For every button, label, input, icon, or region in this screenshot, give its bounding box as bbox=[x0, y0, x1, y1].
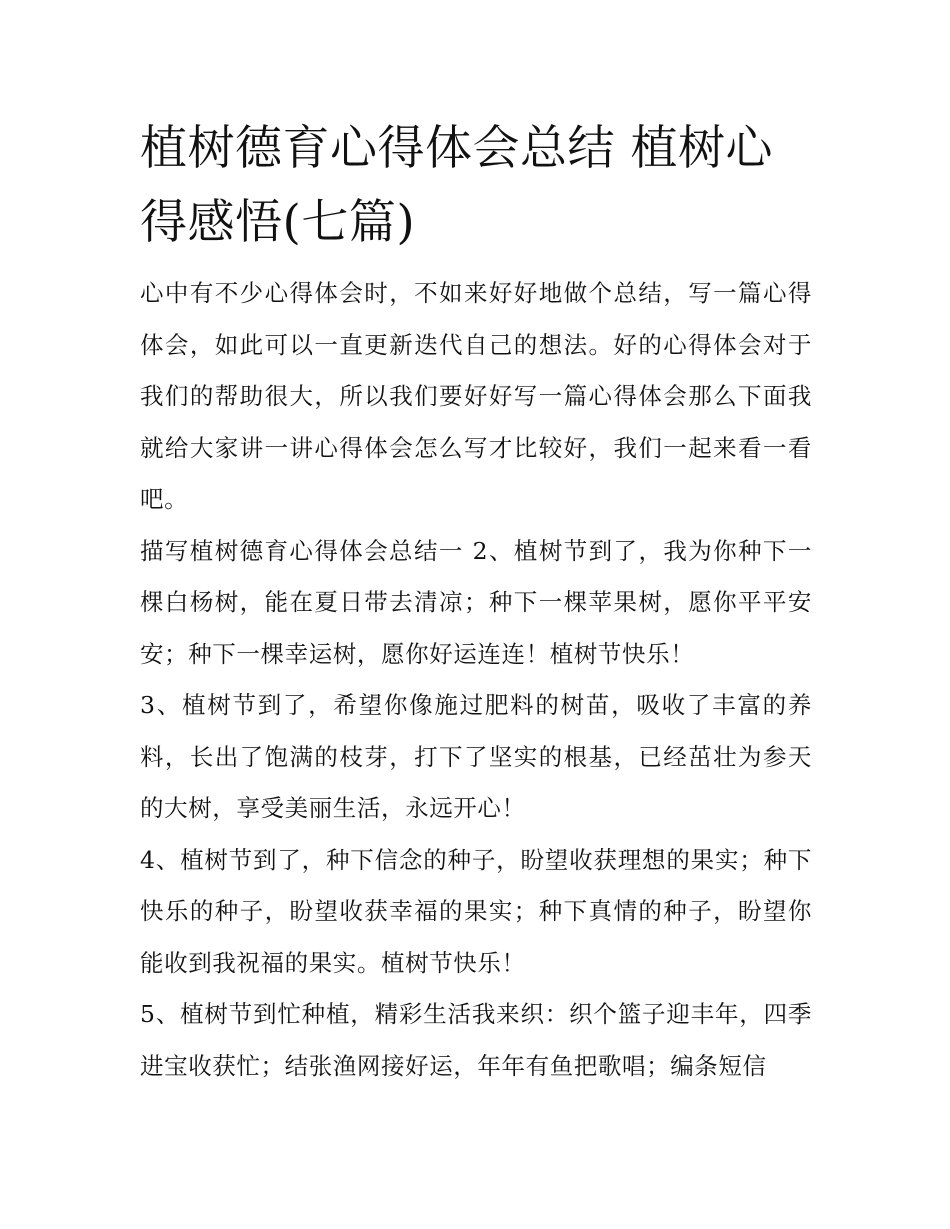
document-body bbox=[140, 112, 812, 1092]
document-title: 植树德育心得体会总结 植树心得感悟(七篇) bbox=[140, 121, 773, 250]
paragraph-4: 4、植树节到了，种下信念的种子，盼望收获理想的果实；种下快乐的种子，盼望收获幸福的果实；种下真情的种子，盼望你能收到我祝福的果实。植树节快乐！ bbox=[140, 845, 812, 977]
paragraph-2: 描写植树德育心得体会总结一 2、植树节到了，我为你种下一棵白杨树，能在夏日带去清凉；种下一棵苹果树，愿你平平安安；种下一棵幸运树，愿你好运连连！植树节快乐！ bbox=[140, 536, 812, 668]
paragraph-3: 3、植树节到了，希望你像施过肥料的树苗，吸收了丰富的养料，长出了饱满的枝芽，打下了坚实的根基，已经茁壮为参天的大树，享受美丽生活，永远开心！ bbox=[140, 691, 812, 822]
intro-paragraph: 心中有不少心得体会时，不如来好好地做个总结，写一篇心得体会，如此可以一直更新迭代自己的想法。好的心得体会对于我们的帮助很大，所以我们要好好写一篇心得体会那么下面我就给大家讲一讲心得体会怎么写才比较好，我们一起来看一看吧。 bbox=[140, 279, 812, 513]
paragraph-5: 5、植树节到忙种植，精彩生活我来织：织个篮子迎丰年，四季进宝收获忙；结张渔网接好运，年年有鱼把歌唱；编条短信 bbox=[140, 1000, 812, 1080]
